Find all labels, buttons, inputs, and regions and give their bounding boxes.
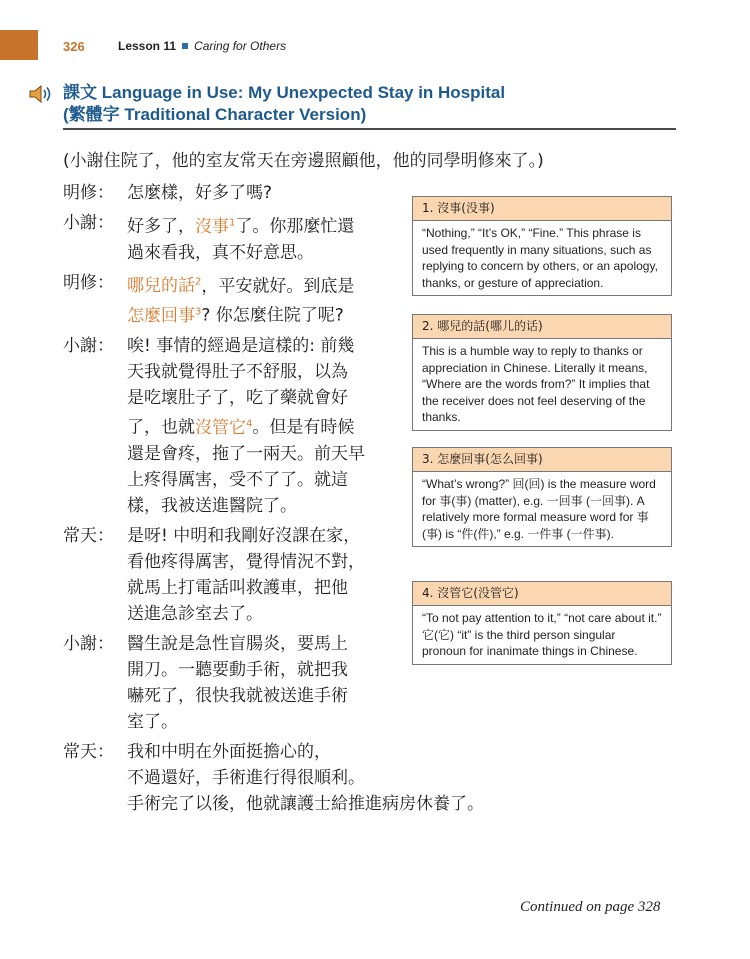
dialogue-text: 嚇死了，很快我就被送進手術 (127, 685, 348, 706)
dialogue-text: 過來看我，真不好意思。 (127, 242, 314, 263)
page-tab (0, 30, 38, 60)
dialogue-line (127, 333, 365, 359)
keyword (127, 276, 201, 296)
note-body: “Nothing,” “It’s OK,” “Fine.” This phrase is used frequently in many situations, such as replying to concern by others, or an apology, thanks, or gesture of appreciation. (422, 226, 658, 290)
title-zh: 課文 (63, 83, 97, 103)
keyword-text: 哪兒的話 (127, 276, 195, 297)
dialogue-line (127, 299, 354, 329)
dialogue-turn (63, 739, 543, 817)
dialogue-line (127, 441, 365, 467)
dialogue-text: 怎麼樣，好多了嗎? (127, 183, 273, 203)
continued-note: Continued on page 328 (520, 899, 661, 915)
page-number: 326 (63, 39, 85, 54)
dialogue-line (127, 240, 354, 266)
dialogue-line (127, 765, 484, 791)
title-subtitle: (繁體字 Traditional Character Version) (63, 105, 367, 124)
dialogue-line (127, 791, 484, 817)
dialogue-text: 了，也就 (127, 417, 195, 438)
title-en: Language in Use: My Unexpected Stay in Hospital (101, 83, 506, 102)
section-title (63, 82, 505, 125)
note-heading: 1. 沒事(没事) (413, 197, 671, 221)
dialogue-text: ? 你怎麼住院了呢? (201, 305, 344, 326)
note-marker[interactable]: 2 (195, 276, 202, 288)
dialogue-text: 唉! 事情的經過是這樣的: 前幾 (127, 335, 355, 356)
note-marker[interactable]: 3 (195, 306, 202, 318)
dialogue-line (127, 270, 354, 300)
note-1 (412, 196, 672, 296)
note-body: “To not pay attention to it,” “not care about it.” 它(它) “it” is the third person singular pronoun for inanimate things in Chinese. (422, 611, 662, 658)
speaker-icon[interactable] (28, 84, 56, 104)
note-body: “What’s wrong?” 回(回) is the measure word for 事(事) (matter), e.g. 一回事 (一回事). A relatively more formal measure word for 事(事) is “件(件),” e.g. 一件事 (一件事). (422, 477, 656, 541)
title-rule (63, 128, 676, 130)
dialogue-line (127, 467, 365, 493)
speaker-label: 明修： (63, 272, 114, 293)
dialogue-text: 醫生說是急性盲腸炎，要馬上 (127, 633, 348, 654)
dialogue-line (127, 411, 365, 441)
dialogue-text: 不過還好，手術進行得很順利。 (127, 767, 365, 788)
dialogue-text: 手術完了以後，他就讓護士給推進病房休養了。 (127, 793, 484, 814)
keyword (195, 418, 252, 438)
dialogue-text: 我和中明在外面挺擔心的， (127, 741, 331, 762)
dialogue-line (127, 523, 365, 549)
dialogue-line (127, 575, 365, 601)
dialogue-text: 了。你那麼忙還 (235, 216, 355, 237)
speaker-label: 小謝： (63, 633, 114, 654)
dialogue-line (127, 493, 365, 519)
dialogue-line (127, 359, 365, 385)
note-4 (412, 581, 672, 665)
note-3 (412, 447, 672, 547)
keyword-text: 沒事 (195, 216, 229, 237)
running-header (118, 39, 286, 53)
lesson-label: Lesson 11 (118, 39, 177, 53)
intro-line: (小謝住院了，他的室友常天在旁邊照顧他，他的同學明修來了。) (63, 151, 544, 171)
speaker-label: 小謝： (63, 335, 114, 356)
dialogue-line (127, 657, 348, 683)
keyword-text: 怎麼回事 (127, 305, 195, 326)
dialogue-text: 看他疼得厲害，覺得情況不對， (127, 551, 365, 572)
keyword (195, 217, 235, 237)
speaker-label: 小謝： (63, 213, 114, 233)
dialogue-text: 是吃壞肚子了，吃了藥就會好 (127, 387, 348, 408)
speaker-label: 常天： (63, 525, 114, 546)
dialogue-line (127, 180, 272, 206)
dialogue-line (127, 631, 348, 657)
dialogue-line (127, 709, 348, 735)
note-heading: 3. 怎麼回事(怎么回事) (413, 448, 671, 472)
dialogue-text: 室了。 (127, 711, 178, 732)
dialogue-line (127, 210, 354, 240)
dialogue-text: 還是會疼，拖了一兩天。前天早 (127, 443, 365, 464)
dialogue-line (127, 601, 365, 627)
dialogue-text: ，平安就好。到底是 (201, 276, 355, 297)
note-2 (412, 314, 672, 431)
dialogue-text: 上疼得厲害，受不了了。就這 (127, 469, 348, 490)
note-heading: 2. 哪兒的話(哪儿的话) (413, 315, 671, 339)
note-body: This is a humble way to reply to thanks or appreciation in Chinese. Literally it means, “Where are the words from?” It implies that the receiver does not feel deserving of the thanks. (422, 344, 650, 424)
keyword (127, 306, 201, 326)
dialogue-text: 。但是有時候 (252, 417, 355, 438)
note-heading: 4. 沒管它(没管它) (413, 582, 671, 606)
lesson-title: Caring for Others (194, 39, 287, 53)
dialogue-line (127, 549, 365, 575)
dialogue-line (127, 683, 348, 709)
dialogue-text: 是呀! 中明和我剛好沒課在家， (127, 525, 361, 546)
keyword-text: 沒管它 (195, 417, 246, 438)
dialogue-text: 樣，我被送進醫院了。 (127, 495, 297, 516)
speaker-label: 明修： (63, 183, 114, 203)
dialogue-line (127, 385, 365, 411)
speaker-label: 常天： (63, 741, 114, 762)
dialogue-text: 送進急診室去了。 (127, 603, 263, 624)
note-marker[interactable]: 4 (246, 417, 253, 429)
note-marker[interactable]: 1 (229, 217, 236, 228)
dialogue-text: 天我就覺得肚子不舒服，以為 (127, 361, 348, 382)
dialogue-text: 就馬上打電話叫救護車，把他 (127, 577, 348, 598)
dialogue-text: 好多了， (127, 216, 195, 237)
dialogue-text: 開刀。一聽要動手術，就把我 (127, 659, 348, 680)
dialogue-line (127, 739, 484, 765)
square-bullet-icon (182, 43, 188, 49)
